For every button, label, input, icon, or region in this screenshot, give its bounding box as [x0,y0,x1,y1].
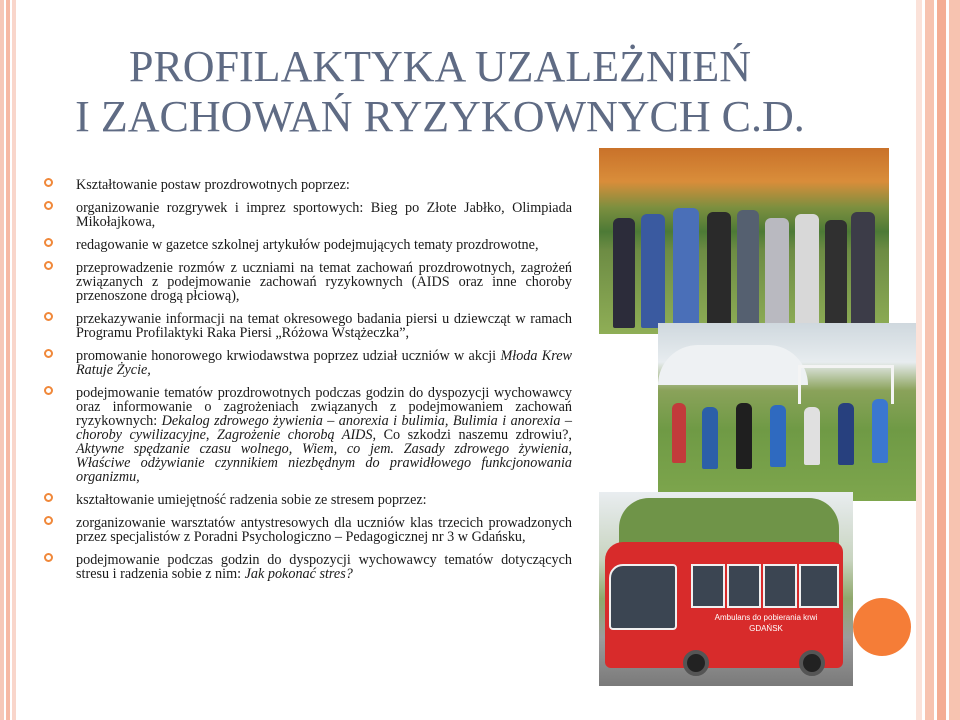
bus-window [691,564,725,608]
students-group-photo [599,148,889,334]
bullet-text: przeprowadzenie rozmów z uczniami na temat zachowań prozdrowotnych, zagrożeń związanych z podejmowanie zachowań ryzykownych (AIDS oraz inne choroby przenoszone drogą płciową), [76,260,572,304]
bullet-item [40,493,572,507]
bullet-text: organizowanie rozgrywek i imprez sportowych: Bieg po Złote Jabłko, Olimpiada Mikołajkowa, [76,200,572,230]
student-figure [851,212,875,328]
bus-sign [691,612,841,634]
bullet-item [40,178,572,192]
bullet-ring-icon [44,553,53,562]
students-running-photo [658,323,916,501]
bullet-text: zorganizowanie warsztatów antystresowych dla uczniów klas trzecich prowadzonych przez specjalistów z Poradni Psychologiczno – Pedagogicznej nr 3 w Gdańsku, [76,515,572,545]
runner-figure [804,407,820,465]
bullet-ring-icon [44,261,53,270]
runner-figure [872,399,888,463]
bullet-item [40,201,572,229]
student-figure [613,218,635,328]
student-figure [765,218,789,328]
bullet-item [40,312,572,340]
bullet-text: Co szkodzi naszemu zdrowiu?, [376,427,572,443]
bullet-ring-icon [44,516,53,525]
bus-sign-line-1: Ambulans do pobierania krwi [714,613,818,622]
bullet-text: Młoda Krew Ratuje Życie, [76,348,572,378]
student-figure [707,212,731,328]
bus-wheel [799,650,825,676]
bullet-ring-icon [44,493,53,502]
runner-figure [838,403,854,465]
runner-figure [672,403,686,463]
bullet-item [40,386,572,484]
student-figure [795,214,819,328]
slide-title-line-2: I ZACHOWAŃ RYZYKOWNYCH C.D. [75,92,805,141]
bullet-text: Jak pokonać stres? [244,566,353,582]
bus-wheel [683,650,709,676]
bullet-text: Aktywne spędzanie czasu wolnego, Wiem, co jem. Zasady zdrowego żywienia, Właściwe odżywianie czynnikiem niezbędnym do prawidłowego funkcjonowania organizmu, [76,441,572,485]
bullet-ring-icon [44,201,53,210]
bullet-text: kształtowanie umiejętność radzenia sobie ze stresem poprzez: [76,492,427,508]
bus-sign-line-2: GDAŃSK [749,624,783,633]
bullet-ring-icon [44,349,53,358]
bullet-item [40,238,572,252]
student-figure [825,220,847,328]
right-decorative-border [916,0,960,720]
orange-accent-circle [853,598,911,656]
blood-donation-bus [605,542,843,668]
slide-title [0,42,880,142]
blood-donation-bus-photo [599,492,853,686]
bus-window [763,564,797,608]
bus-window [799,564,839,608]
bullet-text: Kształtowanie postaw prozdrowotnych poprzez: [76,177,350,193]
bullet-text: podejmowanie podczas godzin do dyspozycji wychowawcy tematów dotyczących stresu i radzenia sobie z nim: [76,552,572,582]
bullet-text: Dekalog zdrowego żywienia – anorexia i bulimia, Bulimia i anorexia – choroby cywilizacyjne, Zagrożenie chorobą AIDS, [76,413,572,443]
bullet-ring-icon [44,178,53,187]
runner-figure [770,405,786,467]
bullet-text: przekazywanie informacji na temat okresowego badania piersi u dziewcząt w ramach Programu Profilaktyki Raka Piersi „Różowa Wstążeczka”, [76,311,572,341]
bullet-text: podejmowanie tematów prozdrowotnych podczas godzin do dyspozycji wychowawcy oraz informowanie o zagrożeniach związanych z podejmowaniem zachowań ryzykownych: [76,385,572,429]
runner-figure [736,403,752,469]
bullet-ring-icon [44,238,53,247]
bullet-item [40,261,572,303]
bullet-item [40,516,572,544]
bullet-ring-icon [44,386,53,395]
bus-windshield [609,564,677,630]
bullet-ring-icon [44,312,53,321]
runner-figure [702,407,718,469]
bullet-text: promowanie honorowego krwiodawstwa poprzez udział uczniów w akcji [76,348,501,364]
bus-window [727,564,761,608]
bullet-list [40,178,572,590]
bullet-item [40,553,572,581]
student-figure [641,214,665,328]
sports-hall-roof [658,345,808,385]
bullet-text: redagowanie w gazetce szkolnej artykułów podejmujących tematy prozdrowotne, [76,237,539,253]
slide-title-line-1: PROFILAKTYKA UZALEŻNIEŃ [128,42,752,91]
bullet-item [40,349,572,377]
student-figure [737,210,759,328]
student-figure [673,208,699,328]
